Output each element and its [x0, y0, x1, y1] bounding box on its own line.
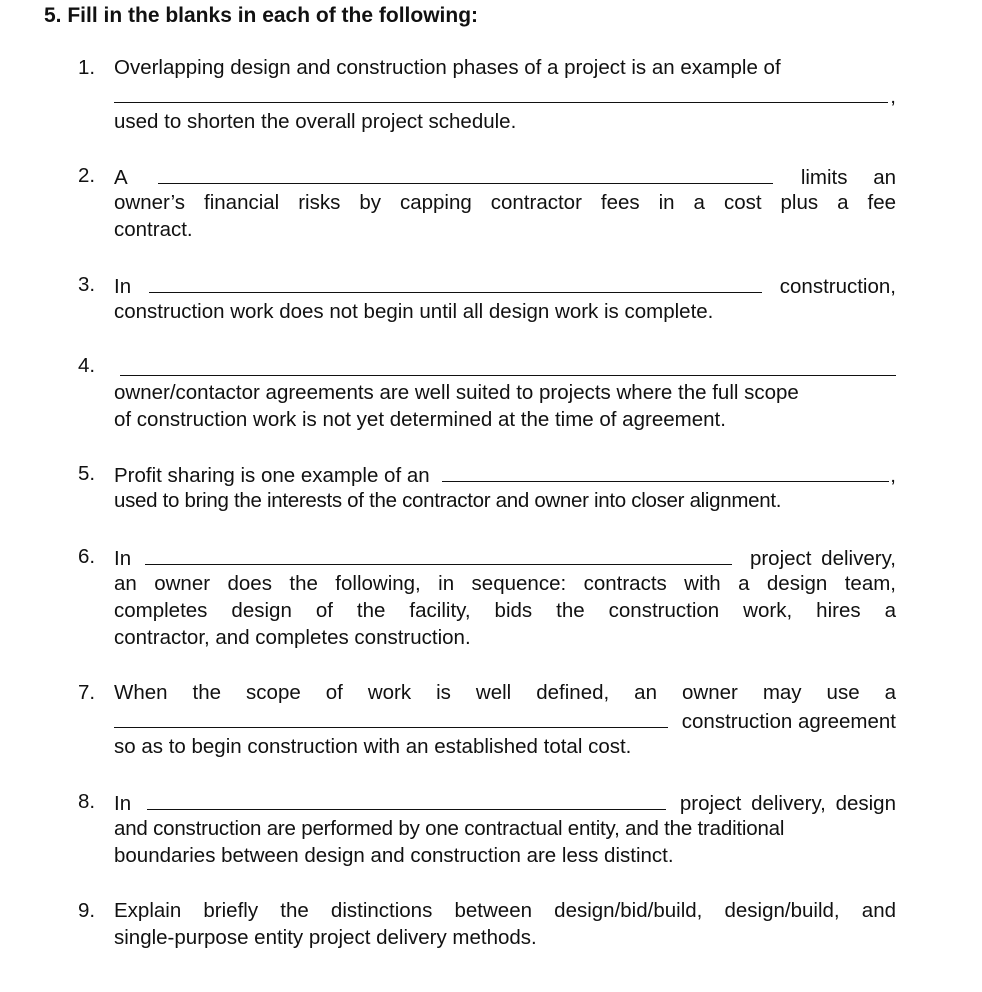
- question-lead: In: [114, 792, 132, 815]
- question-text-continued: boundaries between design and construction are less distinct.: [114, 844, 674, 867]
- question-number: 1.: [78, 56, 96, 79]
- question-text-continued: contract.: [114, 218, 193, 241]
- answer-blank[interactable]: [158, 164, 773, 184]
- question-text: [114, 790, 896, 817]
- answer-blank[interactable]: [147, 790, 666, 810]
- question-number: 7.: [78, 681, 96, 704]
- answer-blank-row: [120, 354, 896, 381]
- answer-blank[interactable]: [114, 708, 668, 728]
- question-text-continued: so as to begin construction with an established total cost.: [114, 735, 632, 758]
- question-number: 9.: [78, 899, 96, 922]
- blank-punctuation: ,: [890, 85, 896, 108]
- question-text: Overlapping design and construction phases of a project is an example of: [114, 56, 781, 79]
- question-text-continued: owner/contactor agreements are well suited to projects where the full scope: [114, 381, 799, 404]
- question-lead: In: [114, 275, 132, 298]
- question-text-continued: an owner does the following, in sequence: contracts with a design team,: [114, 572, 896, 595]
- question-text-continued: of construction work is not yet determined at the time of agreement.: [114, 408, 726, 431]
- question-text-continued: and construction are performed by one contractual entity, and the traditional: [114, 817, 785, 840]
- question-text-continued: used to shorten the overall project schedule.: [114, 110, 517, 133]
- question-number: 6.: [78, 545, 96, 568]
- question-number: 2.: [78, 164, 96, 187]
- answer-blank[interactable]: [114, 83, 888, 103]
- question-text-continued: completes design of the facility, bids the construction work, hires a: [114, 599, 896, 622]
- answer-blank-row: [114, 83, 896, 110]
- question-number: 3.: [78, 273, 96, 296]
- question-number: 5.: [78, 462, 96, 485]
- question-number: 4.: [78, 354, 96, 377]
- question-lead: A: [114, 166, 128, 189]
- answer-blank-row: [114, 708, 896, 735]
- question-after-blank: construction agreement: [681, 710, 896, 733]
- answer-blank[interactable]: [442, 462, 890, 482]
- question-text: Explain briefly the distinctions between design/bid/build, design/build, and: [114, 899, 896, 922]
- question-text-continued: contractor, and completes construction.: [114, 626, 471, 649]
- answer-blank[interactable]: [149, 273, 762, 293]
- question-lead: Profit sharing is one example of an: [114, 464, 430, 487]
- question-number: 8.: [78, 790, 96, 813]
- answer-blank[interactable]: [145, 545, 732, 565]
- question-text-continued: construction work does not begin until all design work is complete.: [114, 300, 714, 323]
- question-text-continued: used to bring the interests of the contractor and owner into closer alignment.: [114, 489, 782, 512]
- question-after-blank: construction,: [779, 275, 896, 298]
- question-text-continued: owner’s financial risks by capping contractor fees in a cost plus a fee: [114, 191, 896, 214]
- question-after-blank: project delivery, design: [679, 792, 896, 815]
- answer-blank[interactable]: [120, 354, 896, 376]
- blank-punctuation: ,: [890, 464, 896, 487]
- question-after-blank: limits an: [800, 166, 896, 189]
- question-lead: In: [114, 547, 132, 570]
- question-text: [114, 273, 896, 300]
- question-text: [114, 164, 896, 191]
- question-text: [114, 545, 896, 572]
- question-after-blank: project delivery,: [749, 547, 896, 570]
- question-text: [114, 462, 896, 489]
- question-text-continued: single-purpose entity project delivery methods.: [114, 926, 537, 949]
- exercise-heading: 5. Fill in the blanks in each of the following:: [44, 4, 479, 27]
- question-text: When the scope of work is well defined, an owner may use a: [114, 681, 896, 704]
